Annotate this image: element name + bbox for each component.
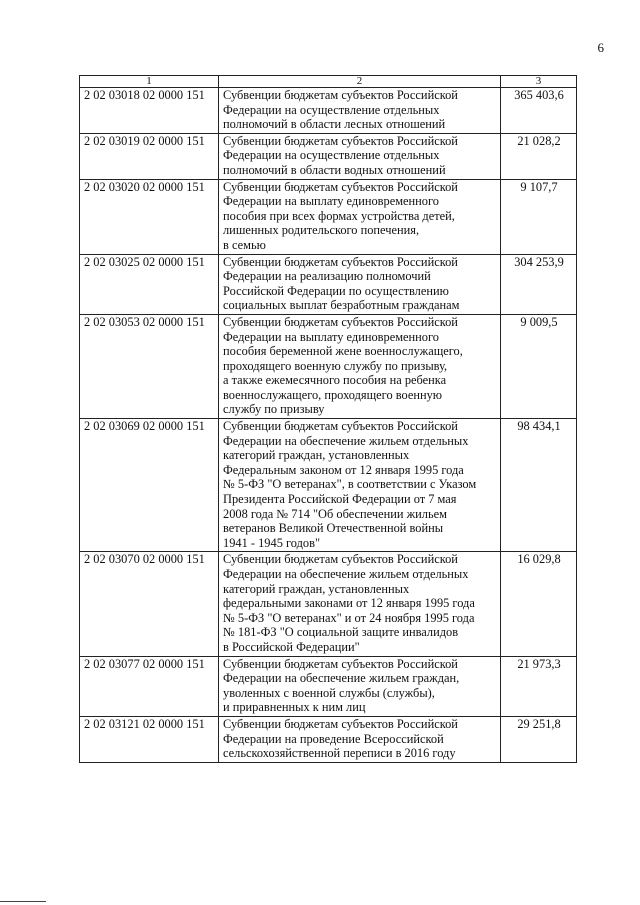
amount-cell: 21 973,3 bbox=[501, 656, 577, 716]
description-line: Президента Российской Федерации от 7 мая bbox=[223, 492, 457, 507]
description-line: Субвенции бюджетам субъектов Российской bbox=[223, 179, 458, 194]
description-line: Федеральным законом от 12 января 1995 года bbox=[223, 462, 464, 477]
description-line: № 5-ФЗ "О ветеранах", в соответствии с Указом bbox=[223, 477, 477, 492]
description-line: категорий граждан, установленных bbox=[223, 581, 410, 596]
description-line: Федерации на осуществление отдельных bbox=[223, 102, 440, 117]
description-line: Федерации на реализацию полномочий bbox=[223, 269, 431, 284]
description-line: федеральными законами от 12 января 1995 года bbox=[223, 596, 475, 611]
description-line: 2008 года № 714 "Об обеспечении жильем bbox=[223, 506, 447, 521]
description-cell bbox=[219, 656, 501, 716]
column-header-name: 2 bbox=[219, 76, 501, 88]
table-row bbox=[80, 88, 577, 134]
table-row bbox=[80, 656, 577, 716]
footer-rule bbox=[0, 901, 46, 902]
description-line: полномочий в области лесных отношений bbox=[223, 117, 446, 132]
description-line: Федерации на выплату единовременного bbox=[223, 194, 439, 209]
table-header-row bbox=[80, 76, 577, 88]
column-header-code: 1 bbox=[80, 76, 219, 88]
description-line: лишенных родительского попечения, bbox=[223, 223, 420, 238]
description-line: Субвенции бюджетам субъектов Российской bbox=[223, 254, 458, 269]
description-line: социальных выплат безработным гражданам bbox=[223, 298, 460, 313]
budget-code-cell: 2 02 03121 02 0000 151 bbox=[80, 716, 219, 762]
page-number: 6 bbox=[597, 40, 604, 55]
amount-cell: 304 253,9 bbox=[501, 254, 577, 314]
table-row bbox=[80, 133, 577, 179]
budget-code-cell: 2 02 03018 02 0000 151 bbox=[80, 88, 219, 134]
table-row bbox=[80, 552, 577, 656]
description-line: сельскохозяйственной переписи в 2016 году bbox=[223, 746, 456, 761]
description-cell bbox=[219, 133, 501, 179]
table-row bbox=[80, 716, 577, 762]
description-line: Российской Федерации по осуществлению bbox=[223, 283, 449, 298]
budget-code-cell: 2 02 03070 02 0000 151 bbox=[80, 552, 219, 656]
table-row bbox=[80, 419, 577, 552]
description-line: Федерации на проведение Всероссийской bbox=[223, 731, 444, 746]
description-line: пособия беременной жене военнослужащего, bbox=[223, 344, 463, 359]
description-line: Федерации на осуществление отдельных bbox=[223, 148, 440, 163]
description-line: категорий граждан, установленных bbox=[223, 448, 410, 463]
description-line: в семью bbox=[223, 237, 266, 252]
description-line: полномочий в области водных отношений bbox=[223, 162, 446, 177]
amount-cell: 9 107,7 bbox=[501, 179, 577, 254]
amount-cell: 9 009,5 bbox=[501, 314, 577, 418]
description-line: Субвенции бюджетам субъектов Российской bbox=[223, 133, 458, 148]
description-line: службу по призыву bbox=[223, 402, 325, 417]
description-cell bbox=[219, 88, 501, 134]
budget-code-cell: 2 02 03069 02 0000 151 bbox=[80, 419, 219, 552]
table-body bbox=[80, 88, 577, 763]
description-line: № 181-ФЗ "О социальной защите инвалидов bbox=[223, 625, 459, 640]
description-line: Субвенции бюджетам субъектов Российской bbox=[223, 419, 458, 434]
budget-code-cell: 2 02 03019 02 0000 151 bbox=[80, 133, 219, 179]
description-line: в Российской Федерации" bbox=[223, 639, 360, 654]
budget-code-cell: 2 02 03020 02 0000 151 bbox=[80, 179, 219, 254]
column-header-amount: 3 bbox=[501, 76, 577, 88]
description-line: Федерации на обеспечение жильем граждан, bbox=[223, 671, 460, 686]
description-line: Субвенции бюджетам субъектов Российской bbox=[223, 552, 458, 567]
description-line: 1941 - 1945 годов" bbox=[223, 535, 321, 550]
description-cell bbox=[219, 419, 501, 552]
budget-code-cell: 2 02 03077 02 0000 151 bbox=[80, 656, 219, 716]
description-line: военнослужащего, проходящего военную bbox=[223, 387, 443, 402]
amount-cell: 98 434,1 bbox=[501, 419, 577, 552]
description-cell bbox=[219, 179, 501, 254]
budget-code-cell: 2 02 03053 02 0000 151 bbox=[80, 314, 219, 418]
description-line: проходящего военную службу по призыву, bbox=[223, 358, 448, 373]
description-line: Субвенции бюджетам субъектов Российской bbox=[223, 656, 458, 671]
description-line: № 5-ФЗ "О ветеранах" и от 24 ноября 1995 года bbox=[223, 610, 475, 625]
description-line: уволенных с военной службы (службы), bbox=[223, 685, 435, 700]
amount-cell: 21 028,2 bbox=[501, 133, 577, 179]
description-line: ветеранов Великой Отечественной войны bbox=[223, 521, 444, 536]
table-row bbox=[80, 179, 577, 254]
description-line: а также ежемесячного пособия на ребенка bbox=[223, 373, 447, 388]
description-cell bbox=[219, 314, 501, 418]
description-line: Субвенции бюджетам субъектов Российской bbox=[223, 88, 458, 102]
description-line: Субвенции бюджетам субъектов Российской bbox=[223, 716, 458, 731]
amount-cell: 29 251,8 bbox=[501, 716, 577, 762]
description-line: Федерации на обеспечение жильем отдельных bbox=[223, 433, 469, 448]
description-line: Субвенции бюджетам субъектов Российской bbox=[223, 314, 458, 329]
table-row bbox=[80, 254, 577, 314]
description-cell bbox=[219, 254, 501, 314]
budget-code-cell: 2 02 03025 02 0000 151 bbox=[80, 254, 219, 314]
description-line: пособия при всех формах устройства детей, bbox=[223, 208, 455, 223]
description-line: Федерации на выплату единовременного bbox=[223, 329, 439, 344]
amount-cell: 365 403,6 bbox=[501, 88, 577, 134]
description-cell bbox=[219, 716, 501, 762]
table-row bbox=[80, 314, 577, 418]
description-line: Федерации на обеспечение жильем отдельных bbox=[223, 567, 469, 581]
amount-cell: 16 029,8 bbox=[501, 552, 577, 656]
description-cell bbox=[219, 552, 501, 656]
subventions-table bbox=[79, 75, 577, 763]
description-line: и приравненных к ним лиц bbox=[223, 700, 366, 715]
